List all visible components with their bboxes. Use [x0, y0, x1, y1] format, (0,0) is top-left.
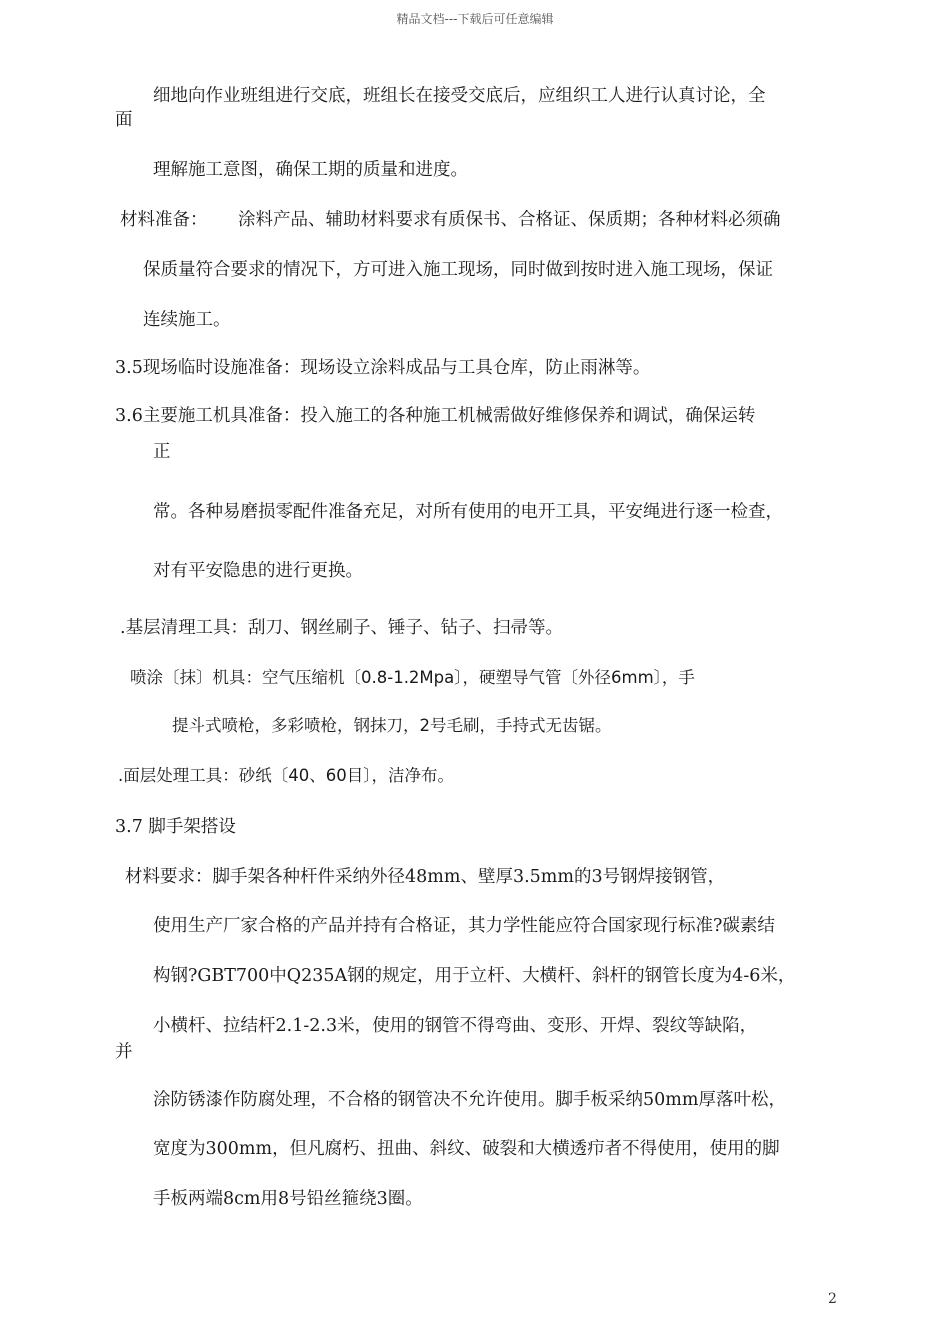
section-heading: 3.7 脚手架搭设	[115, 817, 236, 837]
text-line: 保质量符合要求的情况下，方可进入施工现场，同时做到按时进入施工现场，保证	[143, 260, 773, 280]
text-line: 宽度为300mm，但凡腐朽、扭曲、斜纹、破裂和大横透疖者不得使用，使用的脚	[153, 1139, 780, 1159]
text-line: 材料要求：脚手架各种杆件采纳外径48mm、壁厚3.5mm的3号钢焊接钢管，	[125, 867, 726, 887]
text-line: 涂料产品、辅助材料要求有质保书、合格证、保质期；各种材料必须确	[238, 210, 781, 230]
section-heading: 3.5现场临时设施准备：现场设立涂料成品与工具仓库，防止雨淋等。	[115, 358, 651, 378]
text-line: 正	[153, 442, 171, 462]
text-line: 喷涂〔抹〕机具：空气压缩机〔0.8-1.2Mpa〕，硬塑导气管〔外径6mm〕，手	[130, 668, 695, 687]
text-line: 理解施工意图，确保工期的质量和进度。	[153, 160, 468, 180]
text-line: 对有平安隐患的进行更换。	[153, 561, 363, 581]
text-line: 使用生产厂家合格的产品并持有合格证，其力学性能应符合国家现行标准?碳素结	[153, 916, 775, 936]
text-line: 小横杆、拉结杆2.1-2.3米，使用的钢管不得弯曲、变形、开焊、裂纹等缺陷，	[153, 1016, 758, 1036]
text-line: 材料准备：	[120, 210, 208, 230]
text-line: 细地向作业班组进行交底，班组长在接受交底后，应组织工人进行认真讨论，全	[153, 86, 766, 106]
page-number: 2	[828, 1291, 837, 1307]
text-line: 面	[115, 110, 133, 130]
text-line: 手板两端8cm用8号铅丝箍绕3圈。	[153, 1189, 423, 1209]
page-header: 精品文档---下载后可任意编辑	[396, 12, 554, 26]
text-line: 连续施工。	[143, 310, 231, 330]
text-line: 涂防锈漆作防腐处理，不合格的钢管决不允许使用。脚手板采纳50mm厚落叶松，	[153, 1090, 786, 1110]
text-line: .面层处理工具：砂纸〔40、60目〕，洁净布。	[118, 766, 454, 785]
text-line: .基层清理工具：刮刀、钢丝刷子、锤子、钻子、扫帚等。	[120, 618, 564, 638]
text-line: 构钢?GBT700中Q235A钢的规定，用于立杆、大横杆、斜杆的钢管长度为4-6米，	[153, 966, 796, 986]
text-line: 提斗式喷枪，多彩喷枪，钢抹刀，2号毛刷，手持式无齿锯。	[172, 716, 612, 735]
text-line: 常。各种易磨损零配件准备充足，对所有使用的电开工具，平安绳进行逐一检查，	[153, 502, 783, 522]
section-heading: 3.6主要施工机具准备：投入施工的各种施工机械需做好维修保养和调试，确保运转	[115, 406, 756, 426]
text-line: 并	[115, 1042, 133, 1062]
